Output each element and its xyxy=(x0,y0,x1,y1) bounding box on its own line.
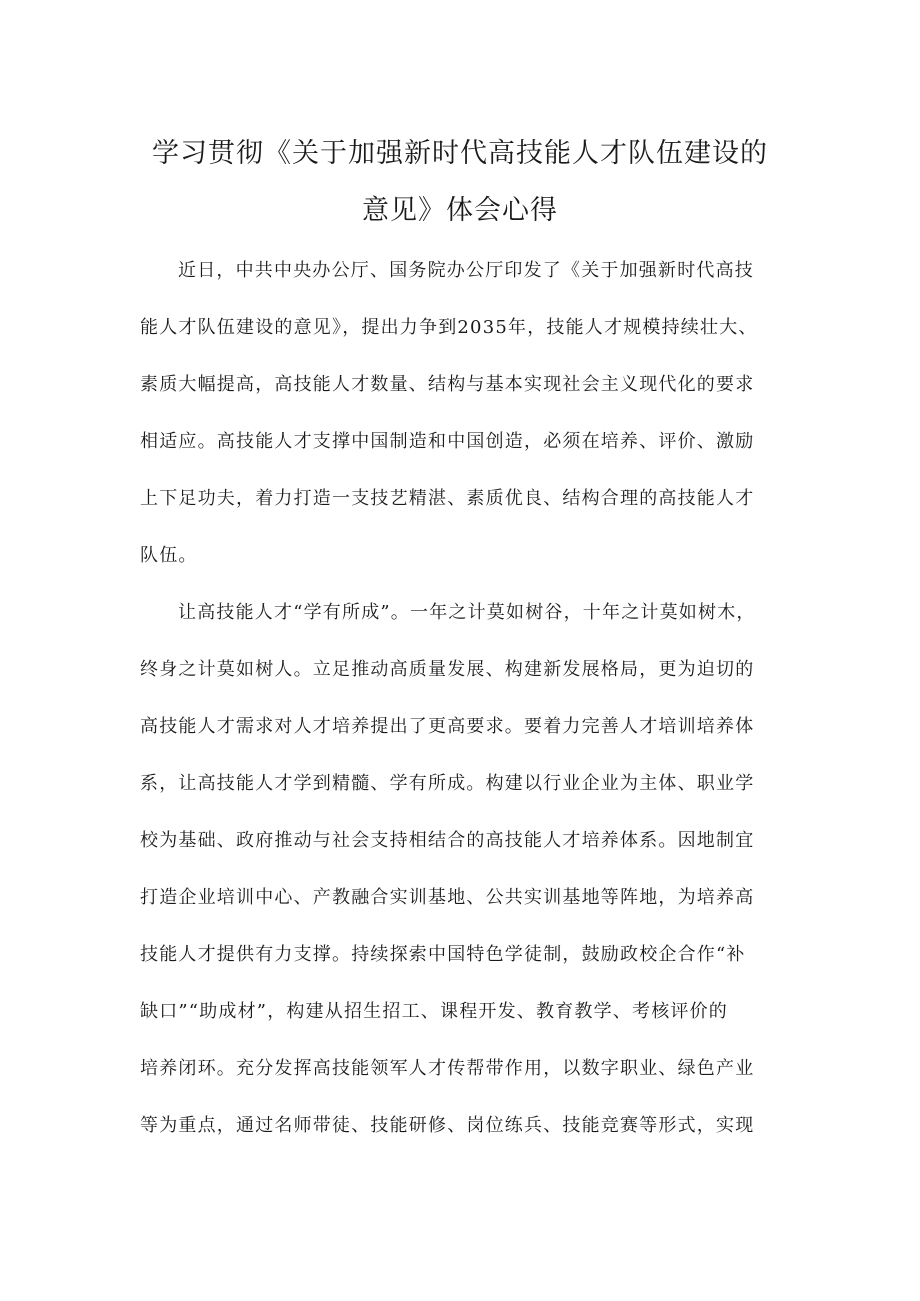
paragraph-line: 培养闭环。充分发挥高技能领军人才传帮带作用，以数字职业、绿色产业 xyxy=(140,1058,755,1079)
paragraph-line: 系，让高技能人才学到精髓、学有所成。构建以行业企业为主体、职业学 xyxy=(140,773,755,794)
document-title-line-1: 学习贯彻《关于加强新时代高技能人才队伍建设的 xyxy=(152,138,768,169)
paragraph-line: 终身之计莫如树人。立足推动高质量发展、构建新发展格局，更为迫切的 xyxy=(140,659,755,680)
document-title-line-2: 意见》体会心得 xyxy=(362,195,558,226)
paragraph-line: 打造企业培训中心、产教融合实训基地、公共实训基地等阵地，为培养高 xyxy=(140,887,755,908)
paragraph-line: 素质大幅提高，高技能人才数量、结构与基本实现社会主义现代化的要求 xyxy=(140,374,755,395)
paragraph-line: 技能人才提供有力支撑。持续探索中国特色学徒制，鼓励政校企合作“补 xyxy=(140,944,746,965)
paragraph-line: 相适应。高技能人才支撑中国制造和中国创造，必须在培养、评价、激励 xyxy=(140,431,755,452)
paragraph-line: 缺口”“助成材”，构建从招生招工、课程开发、教育教学、考核评价的 xyxy=(140,1001,729,1022)
paragraph-line: 校为基础、政府推动与社会支持相结合的高技能人才培养体系。因地制宜 xyxy=(140,830,755,851)
paragraph-line: 能人才队伍建设的意见》，提出力争到2035年，技能人才规模持续壮大、 xyxy=(140,317,758,338)
paragraph-line: 高技能人才需求对人才培养提出了更高要求。要着力完善人才培训培养体 xyxy=(140,716,755,737)
paragraph-line: 等为重点，通过名师带徒、技能研修、岗位练兵、技能竞赛等形式，实现 xyxy=(140,1115,755,1136)
paragraph-line: 上下足功夫，着力打造一支技艺精湛、素质优良、结构合理的高技能人才 xyxy=(140,488,755,509)
paragraph-line: 近日，中共中央办公厅、国务院办公厅印发了《关于加强新时代高技 xyxy=(178,260,754,281)
paragraph-line: 让高技能人才“学有所成”。一年之计莫如树谷，十年之计莫如树木， xyxy=(178,602,756,623)
paragraph-line: 队伍。 xyxy=(140,545,198,566)
